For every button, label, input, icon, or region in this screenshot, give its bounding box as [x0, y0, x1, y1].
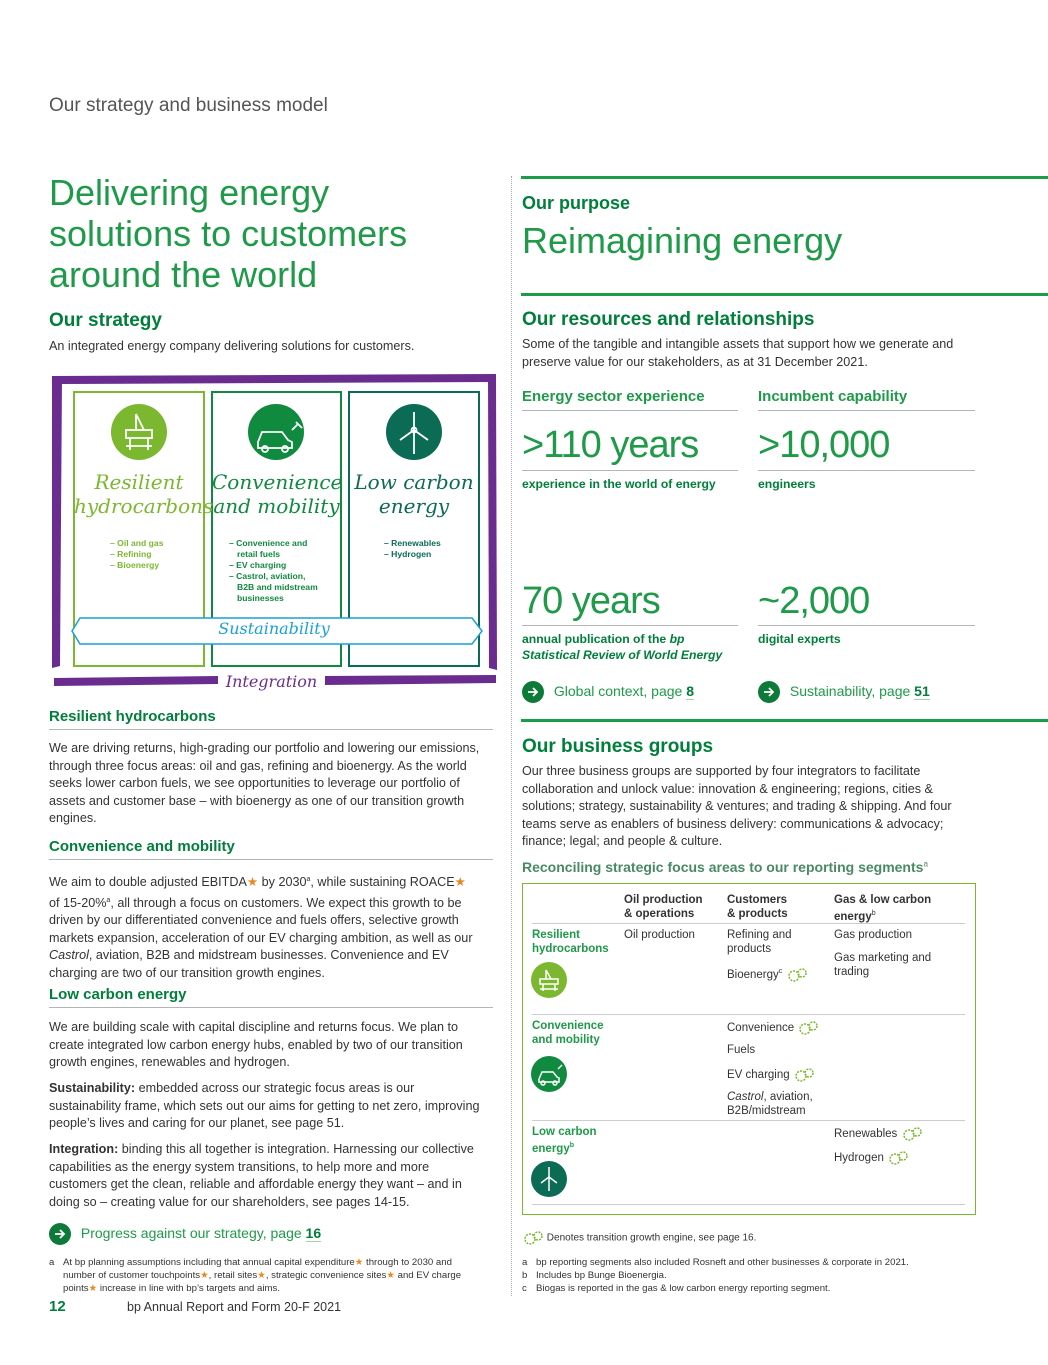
star-icon: ★: [257, 1270, 266, 1281]
resilient-heading: Resilient hydrocarbons: [49, 708, 216, 725]
list-item: – Hydrogen: [384, 549, 432, 559]
cell-line: Hydrogen: [834, 1152, 884, 1165]
list-item: – Bioenergy: [110, 560, 160, 570]
divider: [49, 1007, 493, 1008]
integration-label: Integration: [225, 672, 318, 691]
gear-icon: [901, 1125, 923, 1143]
cell-line: products: [727, 943, 772, 955]
divider: [521, 293, 1048, 296]
para-label: Integration:: [49, 1142, 119, 1156]
star-icon: ★: [454, 875, 466, 890]
header-line: Customers: [727, 894, 788, 906]
text-span: number of customer touchpoints: [63, 1270, 201, 1281]
kpi-publication: 70 years: [522, 580, 660, 622]
header-line: & products: [727, 908, 788, 920]
business-groups-heading: Our business groups: [522, 736, 714, 757]
sustainability-link[interactable]: [758, 681, 930, 703]
row-label-line: energy: [532, 1142, 570, 1155]
strategy-diagram: [50, 370, 498, 696]
link-text: Global context, page: [553, 682, 687, 699]
para-label: Sustainability:: [49, 1081, 136, 1095]
oil-rig-icon: [531, 962, 567, 998]
cell-line: Renewables: [834, 1128, 898, 1141]
divider: [522, 470, 738, 471]
link-page: 51: [914, 682, 930, 699]
list-item: – EV charging: [229, 560, 287, 570]
reconcile-heading: [522, 859, 928, 875]
footnote-ref: b: [871, 910, 876, 917]
table-col-header: [727, 893, 788, 921]
purpose-title: Reimagining energy: [522, 220, 843, 261]
convenience-heading: Convenience and mobility: [49, 838, 235, 855]
col-title-line: and mobility: [213, 494, 340, 518]
gear-legend: [522, 1229, 756, 1247]
footnote-ref: a: [106, 896, 111, 904]
text-span: annual publication of the: [522, 632, 670, 646]
table-col-header: [834, 893, 931, 924]
footnotes-right: [522, 1256, 972, 1295]
kpi-engineers-label: engineers: [758, 477, 816, 491]
row-label-resilient: [532, 928, 609, 956]
cell: [834, 1125, 923, 1167]
cell-line: B2B/midstream: [727, 1105, 806, 1117]
divider: [758, 410, 975, 411]
col-title-line: hydrocarbons: [74, 494, 214, 518]
star-icon: ★: [88, 1283, 98, 1294]
kpi-publication-label: [522, 631, 738, 663]
text-span: bp: [669, 632, 685, 646]
title-line: Delivering energy: [49, 172, 330, 213]
kpi-engineers: >10,000: [758, 424, 890, 466]
row-label-line: Convenience: [532, 1020, 604, 1032]
lowcarbon-heading: Low carbon energy: [49, 986, 187, 1003]
ev-car-icon: [531, 1056, 567, 1092]
global-context-link[interactable]: [522, 681, 694, 703]
col-title-resilient: [74, 470, 214, 518]
divider: [522, 410, 738, 411]
divider: [49, 729, 493, 730]
divider: [522, 625, 738, 626]
text-span: through to 2030 and: [363, 1257, 452, 1268]
col-items-convenience: [229, 538, 318, 604]
text-span: Statistical Review of World Energy: [522, 648, 723, 662]
kpi-experience: >110 years: [522, 424, 699, 466]
col-title-line: energy: [378, 494, 450, 518]
cell-line: , aviation,: [763, 1091, 813, 1103]
link-text: Progress against our strategy, page: [80, 1224, 306, 1241]
section-label: Our strategy and business model: [49, 95, 328, 116]
text-span: , retail sites: [208, 1270, 258, 1281]
resources-heading: Our resources and relationships: [522, 309, 815, 330]
kpi-col2-head: Incumbent capability: [758, 388, 908, 405]
text-span: , strategic convenience sites: [265, 1270, 387, 1281]
text-span: Reconciling strategic focus areas to our reporting segments: [522, 859, 924, 875]
strategy-frame: [50, 370, 498, 696]
cell: [727, 1019, 819, 1118]
footnote-ref: c: [778, 968, 783, 975]
cell: [834, 928, 931, 979]
resources-text: Some of the tangible and intangible assets that support how we generate and preserve value for our stakeholders, as at 31 December 2021.: [522, 337, 954, 369]
divider: [758, 470, 975, 471]
column-divider: [511, 176, 512, 1296]
wind-turbine-icon: [531, 1161, 567, 1197]
strategy-intro: An integrated energy company delivering solutions for customers.: [49, 339, 415, 353]
arrow-circle-icon: [49, 1223, 71, 1245]
cell: [727, 928, 808, 984]
text-span: by 2030: [258, 875, 307, 890]
title-line: around the world: [49, 254, 318, 295]
footnote-ref: a: [923, 859, 928, 869]
header-line: Gas & low carbon: [834, 894, 932, 906]
col-items-resilient: [110, 538, 164, 571]
business-groups-text: Our three business groups are supported by four integrators to facilitate collaboration and unlock value: innovation & engineering; regions, cities & solutions; strategy, sustainability & ventures; and trading & shipping. And four teams serve as enablers of business delivery: communications & advocacy; finance; legal; and people & culture.: [522, 764, 952, 848]
para-text: binding this all together is integration. Harnessing our collective capabilities as the energy system transitions, to help more and more customers get the clean, reliable and affordable energy they want – and in doing so – creating value for our shareholders, see pages 14-15.: [49, 1142, 474, 1209]
gear-icon: [786, 966, 808, 984]
gear-icon: [887, 1149, 909, 1167]
lowcarbon-text: We are building scale with capital discipline and returns focus. We plan to create integrated low carbon energy hubs, enabled by two of our transition growth engines, renewables and hydrogen.: [49, 1020, 463, 1069]
cell-line: Fuels: [727, 1044, 756, 1056]
list-item: retail fuels: [237, 549, 280, 559]
star-icon: ★: [200, 1270, 209, 1281]
gear-icon: [797, 1019, 819, 1037]
text-span: increase in line with bp’s targets and aims.: [97, 1283, 280, 1294]
gear-icon: [522, 1229, 544, 1247]
list-item: – Refining: [110, 549, 152, 559]
footnote-mark: b: [522, 1270, 528, 1281]
table-col-header: [624, 893, 703, 921]
cell-line: Refining and: [727, 929, 792, 941]
divider: [532, 1014, 965, 1015]
text-span: At bp planning assumptions including that annual capital expenditure: [63, 1257, 355, 1268]
integration-paragraph: [49, 1141, 489, 1211]
star-icon: ★: [386, 1270, 395, 1281]
convenience-text: [49, 871, 497, 982]
kpi-experience-label: experience in the world of energy: [522, 477, 716, 491]
footnote-text: Includes bp Bunge Bioenergia.: [536, 1270, 667, 1281]
text-span: Castrol: [49, 948, 89, 963]
link-page: 8: [686, 682, 694, 699]
list-item: – Convenience and: [229, 538, 308, 548]
purpose-heading: Our purpose: [522, 193, 631, 213]
divider: [758, 625, 975, 626]
col-title-line: Low carbon: [354, 470, 474, 494]
kpi-digital: ~2,000: [758, 580, 870, 622]
title-line: solutions to customers: [49, 213, 408, 254]
footnote-text: bp reporting segments also included Rosneft and other businesses & corporate in 2021.: [536, 1257, 909, 1268]
divider: [521, 719, 1048, 722]
footnote-text: Biogas is reported in the gas & low carbon energy reporting segment.: [536, 1283, 831, 1294]
footnote-ref: b: [569, 1142, 574, 1149]
col-title-line: Convenience: [212, 470, 343, 494]
strategy-heading: Our strategy: [49, 310, 162, 331]
col-title-convenience: [212, 470, 341, 518]
divider: [532, 1120, 965, 1121]
text-span: , aviation, B2B and midstream businesses. Convenience and EV charging are two of our transition growth engines.: [49, 948, 449, 980]
cell-line: Gas production: [834, 929, 912, 941]
list-item: – Oil and gas: [110, 538, 164, 548]
list-item: B2B and midstream: [237, 582, 318, 592]
footnote-mark: a: [49, 1257, 55, 1268]
text-span: points: [63, 1283, 89, 1294]
row-label-line: and mobility: [532, 1034, 600, 1046]
header-line: & operations: [624, 908, 695, 920]
page-number: 12: [49, 1298, 66, 1315]
resilient-text: We are driving returns, high-grading our portfolio and lowering our emissions, through three focus areas: oil and gas, refining and bioenergy. As the world seeks lower carbon fuels, we see opportunities to leverage our portfolio of assets and customer base – with bioenergy as one of our transition growth engines.: [49, 741, 480, 825]
footnote-left: [49, 1256, 499, 1295]
text-span: driven by our differentiated convenience and fuels offers, selective growth markets expansion, acceleration of our EV charging ambition, as well as our: [49, 913, 473, 945]
text-span: of 15-20%: [49, 895, 107, 910]
cell-line: trading: [834, 966, 870, 978]
divider: [49, 859, 493, 860]
cell-line: Bioenergy: [727, 968, 779, 981]
row-label-line: Low carbon: [532, 1126, 597, 1138]
link-page: 16: [305, 1224, 322, 1241]
cell: Oil production: [624, 929, 695, 941]
text-span: , while sustaining ROACE: [310, 875, 455, 890]
col-title-lowcarbon: [349, 470, 479, 518]
header-line: Oil production: [624, 894, 703, 906]
divider: [532, 1204, 965, 1205]
row-label-convenience: [532, 1019, 604, 1047]
sustainability-label: Sustainability: [218, 619, 330, 638]
col-title-line: Resilient: [94, 470, 184, 494]
gear-icon: [793, 1066, 815, 1084]
footnote-ref: a: [306, 876, 311, 883]
star-icon: ★: [354, 1257, 364, 1268]
cell-line: Convenience: [727, 1022, 795, 1035]
row-label-line: hydrocarbons: [532, 943, 609, 955]
divider: [521, 176, 1048, 179]
arrow-circle-icon: [522, 681, 544, 703]
progress-link[interactable]: [49, 1223, 321, 1245]
row-label-line: Resilient: [532, 929, 580, 941]
arrow-circle-icon: [758, 681, 780, 703]
cell-line: Castrol: [727, 1091, 764, 1103]
cell-line: EV charging: [727, 1069, 790, 1082]
star-icon: ★: [246, 875, 259, 890]
page-title: [49, 172, 407, 295]
kpi-digital-label: digital experts: [758, 632, 841, 646]
footer-title: bp Annual Report and Form 20-F 2021: [127, 1300, 342, 1314]
list-item: businesses: [237, 593, 284, 603]
footnote-mark: c: [522, 1283, 527, 1294]
row-label-lowcarbon: [532, 1125, 597, 1156]
header-line: energy: [834, 910, 872, 923]
text-span: We aim to double adjusted EBITDA: [49, 875, 247, 890]
divider: [532, 923, 965, 924]
col-items-lowcarbon: [384, 538, 441, 560]
link-text: Sustainability, page: [789, 682, 915, 699]
list-item: – Renewables: [384, 538, 441, 548]
para-text: embedded across our strategic focus areas is our sustainability frame, which sets out our aims for getting to net zero, improving people’s lives and caring for our planet, see page 51.: [49, 1081, 480, 1130]
footnote-mark: a: [522, 1257, 528, 1268]
sustainability-paragraph: [49, 1080, 489, 1133]
cell-line: Gas marketing and: [834, 952, 932, 964]
list-item: – Castrol, aviation,: [229, 571, 306, 581]
text-span: , all through a focus on customers. We expect this growth to be: [110, 895, 462, 910]
legend-text: Denotes transition growth engine, see page 16.: [546, 1232, 757, 1244]
kpi-col1-head: Energy sector experience: [522, 388, 705, 405]
text-span: and EV charge: [394, 1270, 462, 1281]
